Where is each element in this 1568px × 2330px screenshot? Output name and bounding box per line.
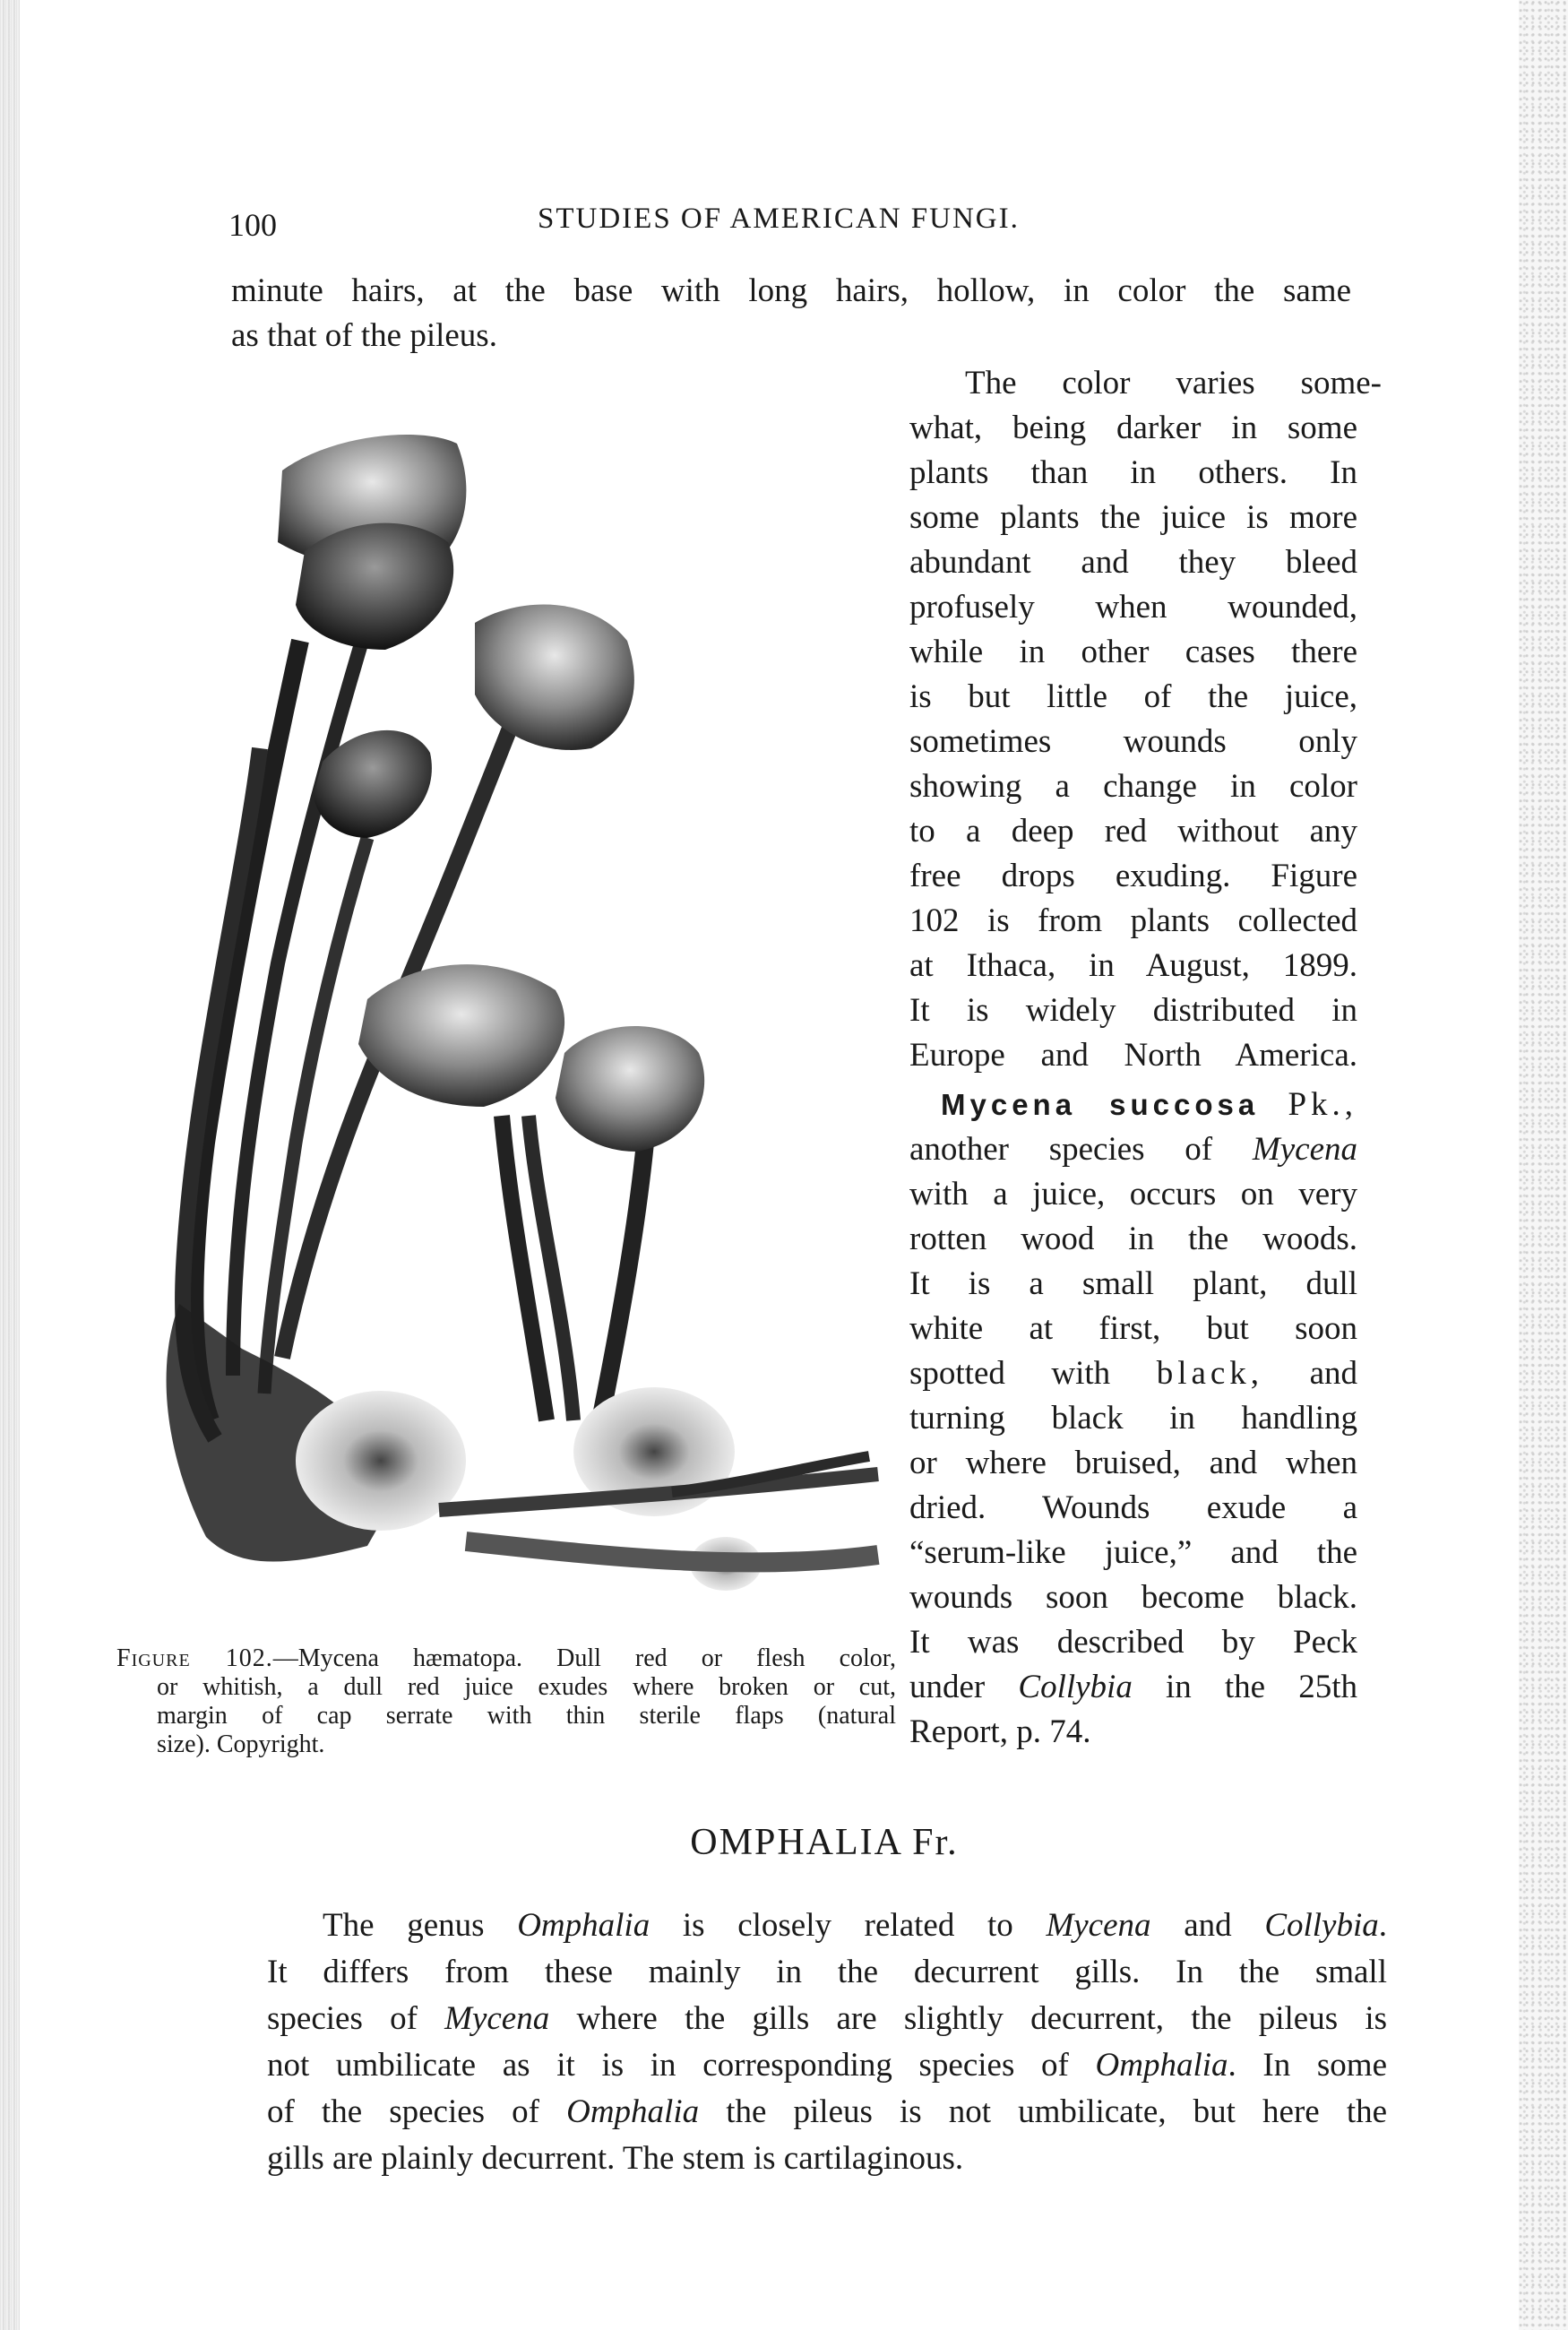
species-author: Pk., [1288, 1086, 1358, 1123]
line-text: In some [1262, 2047, 1387, 2084]
column-line: It is widely distributed in [909, 992, 1357, 1029]
column-line: is but little of the juice, [909, 678, 1357, 715]
fallen-stem [466, 1541, 878, 1562]
genus-omphalia: Omphalia [1095, 2047, 1228, 2084]
line-text: in the 25th [1165, 1669, 1358, 1705]
mushroom-cap [296, 523, 453, 650]
genus-omphalia: Omphalia [566, 2093, 700, 2130]
page-number: 100 [228, 207, 277, 243]
section-heading: OMPHALIA Fr. [690, 1822, 959, 1863]
column-line: white at first, but soon [909, 1310, 1357, 1347]
mushroom-cap [475, 605, 634, 750]
line-text: and [1309, 1355, 1358, 1392]
figure-mushroom-photo [99, 408, 887, 1613]
page-edge-left [0, 0, 20, 2330]
line-text: not umbilicate as it is in corresponding species of [267, 2047, 1069, 2084]
column-line: to a deep red without any [909, 813, 1357, 850]
column-line: turning black in handling [909, 1400, 1357, 1437]
column-line: showing a change in color [909, 768, 1357, 805]
line-text: The genus [323, 1907, 485, 1944]
running-head [0, 199, 1568, 253]
line-text: is closely related to [682, 1907, 1013, 1944]
genus-collybia: Collybia [1018, 1669, 1133, 1705]
mycena-illustration [99, 408, 887, 1613]
mushroom-cap [556, 1026, 704, 1152]
line-text: under [909, 1669, 986, 1705]
line-text: the pileus is not umbilicate, but here the [726, 2093, 1388, 2130]
body-line-5 [267, 2090, 1387, 2135]
column-line: dried. Wounds exude a [909, 1489, 1357, 1526]
column-line: at Ithaca, in August, 1899. [909, 947, 1357, 984]
body-line-1: The genus Omphalia is closely related to Mycena and Collybia. [323, 1907, 1388, 1944]
column-line: rotten wood in the woods. [909, 1221, 1357, 1257]
column-line: sometimes wounds only [909, 723, 1357, 760]
genus-mycena: Mycena [444, 2000, 550, 2037]
genus-mycena: Mycena [1046, 1907, 1151, 1944]
column-line: while in other cases there [909, 634, 1357, 670]
column-line [909, 1665, 1357, 1710]
figure-caption-line-2: or whitish, a dull red juice exudes where broken or cut, [157, 1673, 896, 1701]
figure-label: Figure 102. [116, 1644, 273, 1672]
column-line: Europe and North America. [909, 1037, 1357, 1074]
black-word: black, [1156, 1355, 1264, 1392]
mushroom-cap [358, 964, 564, 1107]
line-text: and [1184, 1907, 1232, 1944]
intro-line-2: as that of the pileus. [231, 317, 497, 354]
figure-caption-line-4: size). Copyright. [157, 1730, 325, 1758]
column-line: profusely when wounded, [909, 589, 1357, 626]
column-line: wounds soon become black. [909, 1579, 1357, 1616]
column-line: 102 is from plants collected [909, 902, 1357, 939]
column-line: what, being darker in some [909, 410, 1357, 446]
intro-line-1: minute hairs, at the base with long hairs, hollow, in color the same [231, 272, 1351, 309]
genus-omphalia: Omphalia [517, 1907, 650, 1944]
line-text: spotted with [909, 1355, 1111, 1392]
column-line: It was described by Peck [909, 1624, 1357, 1661]
line-text: another species of [909, 1131, 1213, 1168]
column-line [909, 1351, 1357, 1396]
figure-caption-line-3: margin of cap serrate with thin sterile flaps (natural [157, 1702, 896, 1730]
figure-caption-line-1 [116, 1644, 896, 1673]
column-line: with a juice, occurs on very [909, 1176, 1357, 1212]
body-line-3 [267, 1997, 1387, 2041]
body-line-4: not umbilicate as it is in corresponding species of Omphalia. In some [267, 2047, 1387, 2084]
line-text: where the gills are slightly decurrent, the pileus is [576, 2000, 1388, 2037]
column-line: some plants the juice is more [909, 499, 1357, 536]
page-edge-right [1519, 0, 1568, 2330]
running-title: STUDIES OF AMERICAN FUNGI. [538, 203, 1020, 235]
genus-mycena: Mycena [1252, 1131, 1357, 1168]
succosa-lead-line [909, 1083, 1357, 1127]
column-line: or where bruised, and when [909, 1445, 1357, 1481]
column-line [909, 1127, 1357, 1172]
column-line: free drops exuding. Figure [909, 858, 1357, 894]
line-text: species of [267, 2000, 418, 2037]
caption-text: —Mycena hæmatopa. Dull red or flesh color, [272, 1644, 896, 1672]
column-line: Report, p. 74. [909, 1713, 1091, 1750]
body-line-6: gills are plainly decurrent. The stem is cartilaginous. [267, 2140, 964, 2177]
column-line: It is a small plant, dull [909, 1265, 1357, 1302]
species-name-mycena-succosa: Mycena succosa [941, 1088, 1260, 1121]
genus-collybia: Collybia [1264, 1907, 1379, 1944]
stem [600, 1143, 645, 1420]
column-line: abundant and they bleed [909, 544, 1357, 581]
column-line: plants than in others. In [909, 454, 1357, 491]
column-line: The color varies some- [965, 365, 1382, 401]
column-line: “serum-like juice,” and the [909, 1534, 1357, 1571]
body-line-2: It differs from these mainly in the decurrent gills. In the small [267, 1954, 1387, 1990]
line-text: of the species of [267, 2093, 539, 2130]
